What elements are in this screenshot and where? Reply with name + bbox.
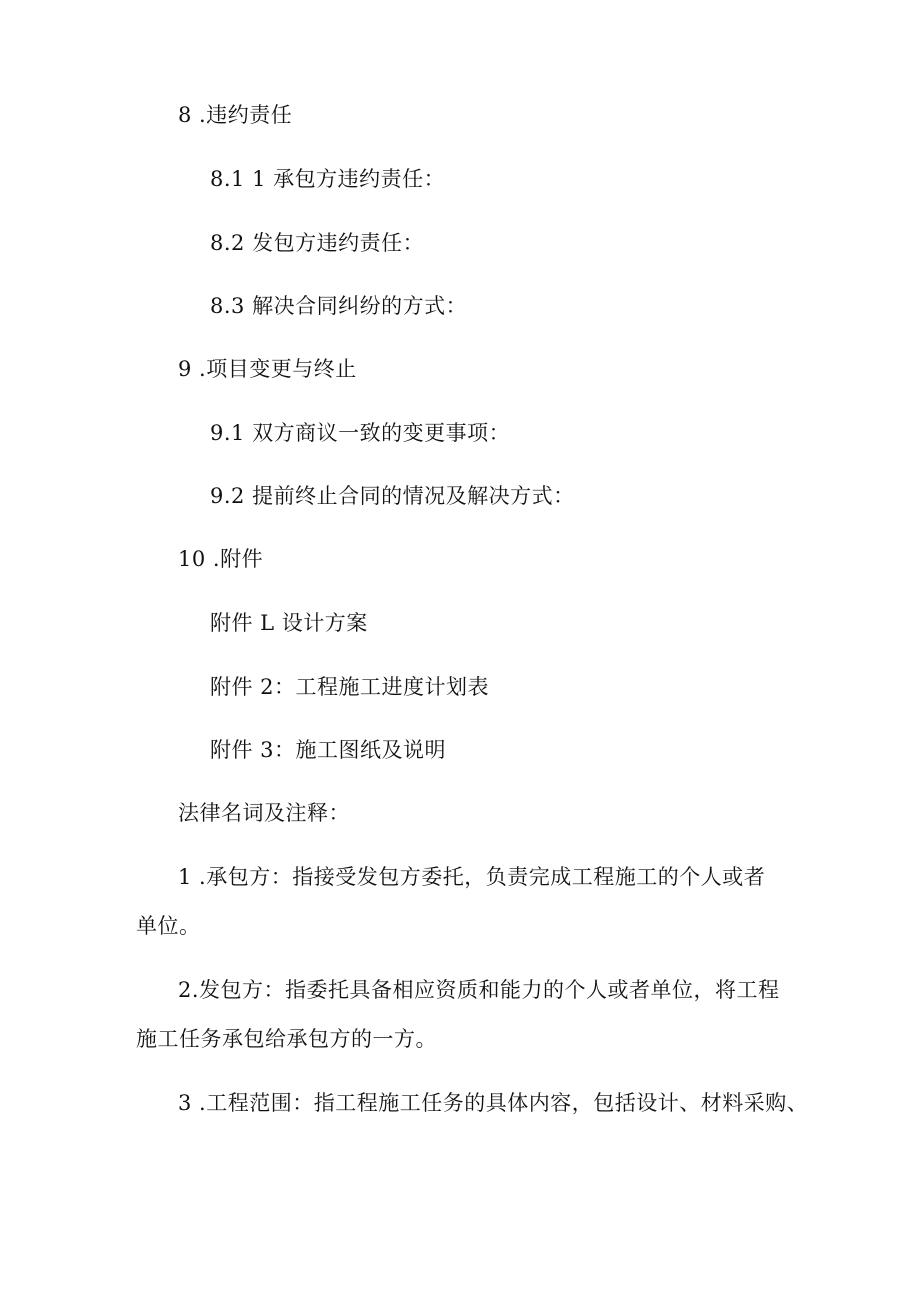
section-heading-breach-liability: 8 .违约责任 bbox=[178, 103, 293, 127]
section-heading-change-termination: 9 .项目变更与终止 bbox=[178, 357, 357, 381]
clause-employer-breach: 8.2 发包方违约责任： bbox=[210, 231, 425, 255]
glossary-item-employer-continued: 施工任务承包给承包方的一方。 bbox=[136, 1027, 437, 1051]
clause-contractor-breach: 8.1 1 承包方违约责任： bbox=[210, 167, 446, 191]
clause-dispute-resolution: 8.3 解决合同纠纷的方式： bbox=[210, 294, 468, 318]
section-heading-attachments: 10 .附件 bbox=[178, 547, 264, 571]
glossary-heading: 法律名词及注释： bbox=[178, 801, 350, 825]
glossary-item-scope: 3 .工程范围：指工程施工任务的具体内容，包括设计、材料采购、 bbox=[178, 1091, 809, 1115]
clause-early-termination: 9.2 提前终止合同的情况及解决方式： bbox=[210, 484, 575, 508]
attachment-1: 附件 L 设计方案 bbox=[210, 611, 368, 635]
clause-agreed-changes: 9.1 双方商议一致的变更事项： bbox=[210, 421, 511, 445]
glossary-item-contractor: 1 .承包方：指接受发包方委托，负责完成工程施工的个人或者 bbox=[178, 865, 766, 889]
glossary-item-contractor-continued: 单位。 bbox=[136, 914, 201, 938]
attachment-2: 附件 2：工程施工进度计划表 bbox=[210, 675, 490, 699]
attachment-3: 附件 3：施工图纸及说明 bbox=[210, 738, 447, 762]
glossary-item-employer: 2.发包方：指委托具备相应资质和能力的个人或者单位，将工程 bbox=[178, 978, 780, 1002]
